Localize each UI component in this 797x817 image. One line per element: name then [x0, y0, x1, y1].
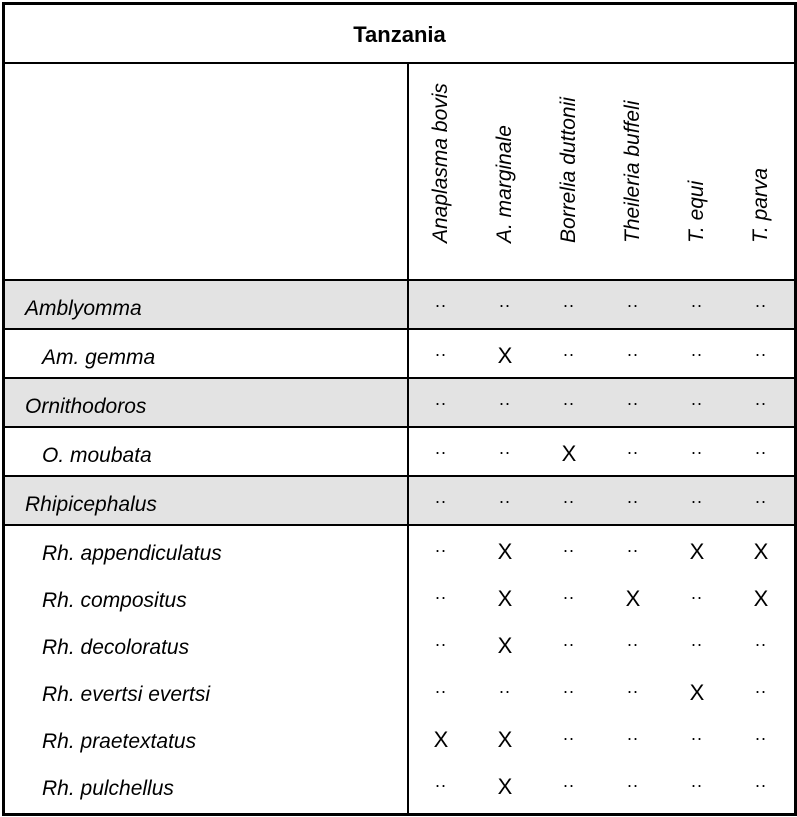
table-cell: .. — [626, 536, 639, 556]
row-label: Rh. compositus — [42, 589, 187, 612]
column-header-label: Borrelia duttonii — [557, 97, 580, 243]
species-row — [5, 620, 794, 667]
column-header-label: Theileria buffeli — [621, 100, 644, 243]
table-cell: .. — [690, 340, 703, 360]
table-cell: .. — [498, 291, 511, 311]
table-cell: .. — [754, 771, 767, 791]
table-cell: .. — [626, 291, 639, 311]
column-header-row — [5, 64, 794, 281]
table-cell: .. — [626, 487, 639, 507]
table-cell: .. — [562, 724, 575, 744]
column-header-label: T. parva — [749, 167, 772, 243]
table-cell: .. — [754, 389, 767, 409]
table-cell: X — [497, 727, 513, 752]
table-cell: .. — [562, 389, 575, 409]
genus-row — [5, 379, 794, 428]
species-row — [5, 330, 794, 379]
table-cell: .. — [562, 630, 575, 650]
table-cell: .. — [626, 438, 639, 458]
table-cell: .. — [498, 438, 511, 458]
table-cell: .. — [434, 291, 447, 311]
table-cell: .. — [754, 291, 767, 311]
species-row — [5, 667, 794, 714]
table-cell: .. — [562, 291, 575, 311]
column-header — [473, 64, 537, 279]
table-cell: X — [497, 586, 513, 611]
table-cell: .. — [562, 487, 575, 507]
table-cell: .. — [626, 724, 639, 744]
row-label: Rh. decoloratus — [42, 636, 190, 659]
table-cell: .. — [626, 630, 639, 650]
table-cell: .. — [434, 771, 447, 791]
table-cell: .. — [690, 583, 703, 603]
table-cell: .. — [754, 630, 767, 650]
table-cell: .. — [690, 771, 703, 791]
table-cell: .. — [434, 340, 447, 360]
column-header — [729, 64, 793, 279]
table-cell: X — [497, 633, 513, 658]
table-cell: .. — [498, 487, 511, 507]
row-label: Rh. pulchellus — [42, 777, 174, 800]
table-cell: .. — [754, 340, 767, 360]
table-title: Tanzania — [5, 5, 794, 64]
table-cell: .. — [626, 771, 639, 791]
table-cell: .. — [754, 724, 767, 744]
table-cell: .. — [626, 340, 639, 360]
table-cell: X — [497, 539, 513, 564]
table-cell: X — [689, 680, 705, 705]
table-cell: .. — [498, 677, 511, 697]
table-cell: .. — [754, 677, 767, 697]
column-header — [537, 64, 601, 279]
column-header-label: Anaplasma bovis — [429, 83, 452, 243]
row-label: Am. gemma — [42, 346, 156, 369]
table-cell: .. — [690, 438, 703, 458]
table-cell: X — [625, 586, 641, 611]
table-cell: .. — [498, 389, 511, 409]
table-cell: .. — [562, 340, 575, 360]
table-cell: .. — [434, 438, 447, 458]
table-cell: .. — [690, 291, 703, 311]
species-row — [5, 526, 794, 573]
table-cell: .. — [434, 630, 447, 650]
column-divider — [407, 64, 409, 813]
column-header — [665, 64, 729, 279]
species-row — [5, 428, 794, 477]
column-header — [601, 64, 665, 279]
row-label: Amblyomma — [25, 297, 142, 320]
column-header — [409, 64, 473, 279]
table-cell: .. — [690, 630, 703, 650]
table-cell: X — [433, 727, 449, 752]
table-cell: .. — [562, 771, 575, 791]
table-cell: X — [689, 539, 705, 564]
table-cell: .. — [434, 389, 447, 409]
species-row — [5, 573, 794, 620]
table-cell: .. — [434, 487, 447, 507]
table-cell: .. — [690, 389, 703, 409]
species-row — [5, 714, 794, 761]
row-label: O. moubata — [42, 444, 152, 467]
table-cell: .. — [434, 536, 447, 556]
table-cell: .. — [562, 536, 575, 556]
table-cell: .. — [434, 677, 447, 697]
column-header-label: A. marginale — [493, 125, 516, 243]
table-cell: .. — [562, 583, 575, 603]
table-cell: .. — [754, 487, 767, 507]
table-frame — [2, 2, 797, 816]
genus-row — [5, 281, 794, 330]
table-cell: .. — [626, 677, 639, 697]
table-cell: .. — [562, 677, 575, 697]
species-row — [5, 761, 794, 808]
row-label: Rh. appendiculatus — [42, 542, 222, 565]
table-cell: .. — [754, 438, 767, 458]
table-cell: X — [561, 441, 577, 466]
genus-row — [5, 477, 794, 526]
table-cell: .. — [690, 724, 703, 744]
column-header-label: T. equi — [685, 180, 708, 243]
row-label: Rh. praetextatus — [42, 730, 197, 753]
table-cell: X — [497, 774, 513, 799]
table-cell: X — [753, 539, 769, 564]
row-label: Ornithodoros — [25, 395, 147, 418]
table-cell: .. — [690, 487, 703, 507]
table-cell: X — [497, 343, 513, 368]
row-label: Rhipicephalus — [25, 493, 157, 516]
table-cell: .. — [626, 389, 639, 409]
row-label: Rh. evertsi evertsi — [42, 683, 211, 706]
table-cell: .. — [434, 583, 447, 603]
table-cell: X — [753, 586, 769, 611]
